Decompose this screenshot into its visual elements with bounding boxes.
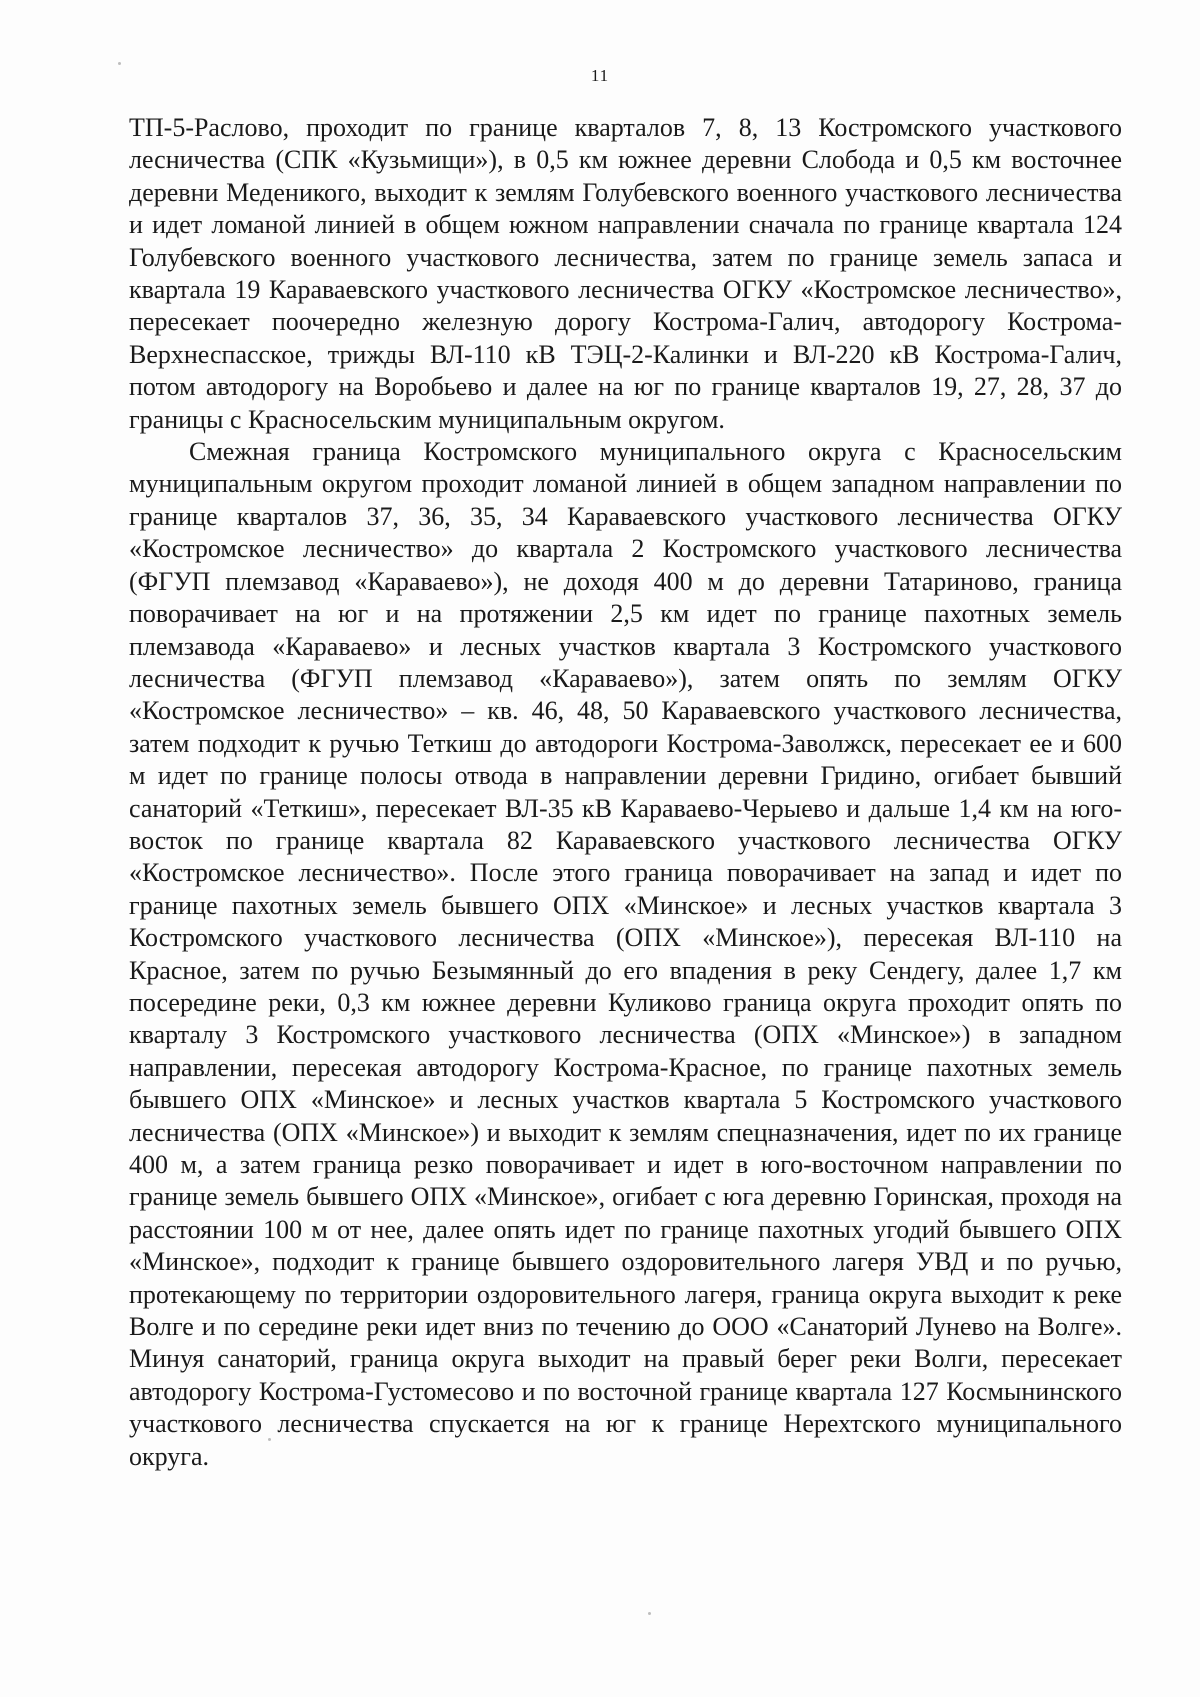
scan-artifact [648,1612,651,1615]
paragraph-continuation: ТП-5-Раслово, проходит по границе кварталов 7, 8, 13 Костромского участкового лесничества (СПК «Кузьмищи»), в 0,5 км южнее деревни Слобода и 0,5 км восточнее деревни Меденикого, выходит к землям Голубевского военного участкового лесничества и идет ломаной линией в общем южном направлении сначала по границе квартала 124 Голубевского военного участкового лесничества, затем по границе земель запаса и квартала 19 Караваевского участкового лесничества ОГКУ «Костромское лесничество», пересекает поочередно железную дорогу Кострома-Галич, автодорогу Кострома-Верхнеспасское, трижды ВЛ-110 кВ ТЭЦ-2-Калинки и ВЛ-220 кВ Кострома-Галич, потом автодорогу на Воробьево и далее на юг по границе кварталов 19, 27, 28, 37 до границы с Красносельским муниципальным округом. [129,113,1122,434]
page-number: 11 [590,66,610,85]
scan-artifact [118,62,121,65]
document-body [129,112,1122,1473]
paragraph-boundary-description: Смежная граница Костромского муниципального округа с Красносельским муниципальным округом проходит ломаной линией в общем западном направлении по границе кварталов 37, 36, 35, 34 Караваевского участкового лесничества ОГКУ «Костромское лесничество» до квартала 2 Костромского участкового лесничества (ФГУП племзавод «Караваево»), не доходя 400 м до деревни Татариново, граница поворачивает на юг и на протяжении 2,5 км идет по границе пахотных земель племзавода «Караваево» и лесных участков квартала 3 Костромского участкового лесничества (ФГУП племзавод «Караваево»), затем опять по землям ОГКУ «Костромское лесничество» – кв. 46, 48, 50 Караваевского участкового лесничества, затем подходит к ручью Теткиш до автодороги Кострома-Заволжск, пересекает ее и 600 м идет по границе полосы отвода в направлении деревни Гридино, огибает бывший санаторий «Теткиш», пересекает ВЛ-35 кВ Караваево-Черыево и дальше 1,4 км на юго-восток по границе квартала 82 Караваевского участкового лесничества ОГКУ «Костромское лесничество». После этого граница поворачивает на запад и идет по границе пахотных земель бывшего ОПХ «Минское» и лесных участков квартала 3 Костромского участкового лесничества (ОПХ «Минское»), пересекая ВЛ-110 на Красное, затем по ручью Безымянный до его впадения в реку Сендегу, далее 1,7 км посередине реки, 0,3 км южнее деревни Куликово граница округа проходит опять по кварталу 3 Костромского участкового лесничества (ОПХ «Минское») в западном направлении, пересекая автодорогу Кострома-Красное, по границе пахотных земель бывшего ОПХ «Минское» и лесных участков квартала 5 Костромского участкового лесничества (ОПХ «Минское») и выходит к землям спецназначения, идет по их границе 400 м, а затем граница резко поворачивает и идет в юго-восточном направлении по границе земель бывшего ОПХ «Минское», огибает с юга деревню Горинская, проходя на расстоянии 100 м от нее, далее опять идет по границе пахотных угодий бывшего ОПХ «Минское», подходит к границе бывшего оздоровительного лагеря УВД и по ручью, протекающему по территории оздоровительного лагеря, граница округа выходит к реке Волге и по середине реки идет вниз по течению до ООО «Санаторий Лунево на Волге». Минуя санаторий, граница округа выходит на правый берег реки Волги, пересекает автодорогу Кострома-Густомесово и по восточной границе квартала 127 Космынинского участкового лесничества спускается на юг к границе Нерехтского муниципального округа. [129,437,1122,1471]
